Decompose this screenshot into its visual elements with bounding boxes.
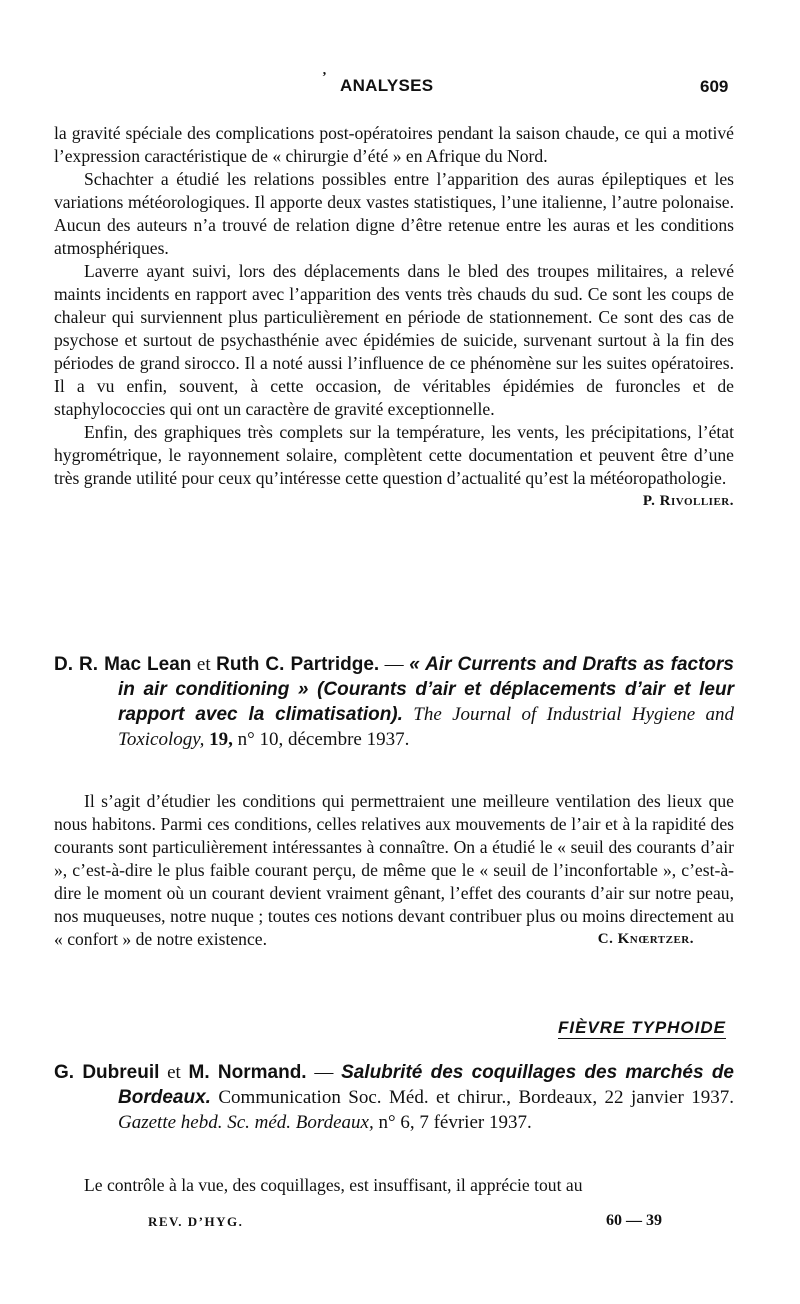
paragraph: la gravité spéciale des complications post-opératoires pendant la saison chaude, ce qui a motivé l’expression caractéristique de « chirurgie d’été » en Afrique du Nord. bbox=[54, 123, 734, 166]
issue-date: n° 6, 7 février 1937. bbox=[373, 1112, 532, 1133]
dash: — bbox=[379, 654, 410, 675]
paragraph: Enfin, des graphiques très complets sur la température, les vents, les précipitations, l’état hygrométrique, le rayonnement solaire, complètent cette documentation et peuvent être d’une très grande utilité pour ceux qu’intéresse cette question d’actualité qu’est la météoropathologie. bbox=[54, 422, 734, 488]
article-citation bbox=[54, 1060, 734, 1135]
paragraph: Il s’agit d’étudier les conditions qui permettraient une meilleure ventilation des lieux que nous habitons. Parmi ces conditions, celles relatives aux mouvements de l’air et à la rapidité des courants sont particulièrement intéressantes à connaître. On a étudié le « seuil des courants d’air », c’est-à-dire le plus faible courant perçu, de même que le « seuil de l’inconfortable », c’est-à-dire le moment où un courant devient vraiment gênant, l’effet des courants d’air sur notre peau, nos muqueuses, notre nuque ; toutes ces notions devant contribuer plus ou moins directement au « confort » de notre existence. bbox=[54, 791, 734, 949]
header-tick-mark: ʼ bbox=[322, 70, 327, 85]
page-footer bbox=[0, 1212, 800, 1236]
author: M. Normand. bbox=[188, 1062, 307, 1083]
conjunction: et bbox=[159, 1062, 189, 1083]
article-summary bbox=[54, 790, 734, 951]
journal-abbreviation: REV. D’HYG. bbox=[148, 1214, 244, 1229]
reviewer-signature: C. Knœrtzer. bbox=[597, 931, 694, 947]
article-title: « Air Currents and Drafts as factors in air conditioning » (Courants d’air et déplacements d’air et leur rapport avec la climatisation). bbox=[118, 654, 734, 725]
issue-date: n° 10, décembre 1937. bbox=[237, 729, 410, 750]
article-summary bbox=[54, 1174, 734, 1197]
page-number: 609 bbox=[700, 77, 729, 96]
review-continuation bbox=[54, 122, 734, 513]
article-title: Salubrité des coquillages des marchés de Bordeaux. bbox=[118, 1062, 734, 1108]
publication-info: Communication Soc. Méd. et chirur., Bordeaux, 22 janvier 1937. bbox=[210, 1087, 734, 1108]
paragraph: Schachter a étudié les relations possibles entre l’apparition des auras épileptiques et les variations météorologiques. Il apporte deux vastes statistiques, l’une italienne, l’autre polonaise. Aucun des auteurs n’a trouvé de relation digne d’être retenue entre les auras et les conditions atmosphériques. bbox=[54, 169, 734, 258]
paragraph: Le contrôle à la vue, des coquillages, est insuffisant, il apprécie tout au bbox=[84, 1175, 583, 1195]
journal-name: Gazette hebd. Sc. méd. Bordeaux, bbox=[118, 1112, 374, 1133]
section-heading: FIÈVRE TYPHOIDE bbox=[557, 1018, 726, 1037]
sheet-number: 60 — 39 bbox=[606, 1212, 662, 1229]
dash: — bbox=[306, 1062, 342, 1083]
article-citation bbox=[54, 652, 734, 752]
reviewer-signature: P. Rivollier. bbox=[642, 493, 734, 509]
author: G. Dubreuil bbox=[54, 1062, 160, 1083]
journal-name: The Journal of Industrial Hygiene and Toxicology, bbox=[118, 704, 735, 750]
conjunction: et bbox=[191, 654, 217, 675]
running-title: ANALYSES bbox=[340, 76, 434, 95]
volume: 19, bbox=[209, 729, 233, 750]
page-header bbox=[0, 70, 800, 100]
author: Ruth C. Partridge. bbox=[216, 654, 380, 675]
paragraph: Laverre ayant suivi, lors des déplacements dans le bled des troupes militaires, a relevé maints incidents en rapport avec l’apparition des vents très chauds du sud. Ce sont les coups de chaleur qui surviennent plus particulièrement en période de stationnement. Ce sont des cas de psychose et surtout de psychasthénie avec épidémies de suicide, survenant surtout à la fin des périodes de grand sirocco. Il a noté aussi l’influence de ce phénomène sur les suites opératoires. Il a vu enfin, souvent, à cette occasion, de véritables épidémies de furoncles et de staphylococcies qui ont un caractère de gravité exceptionnelle. bbox=[54, 261, 734, 419]
author: D. R. Mac Lean bbox=[54, 654, 192, 675]
